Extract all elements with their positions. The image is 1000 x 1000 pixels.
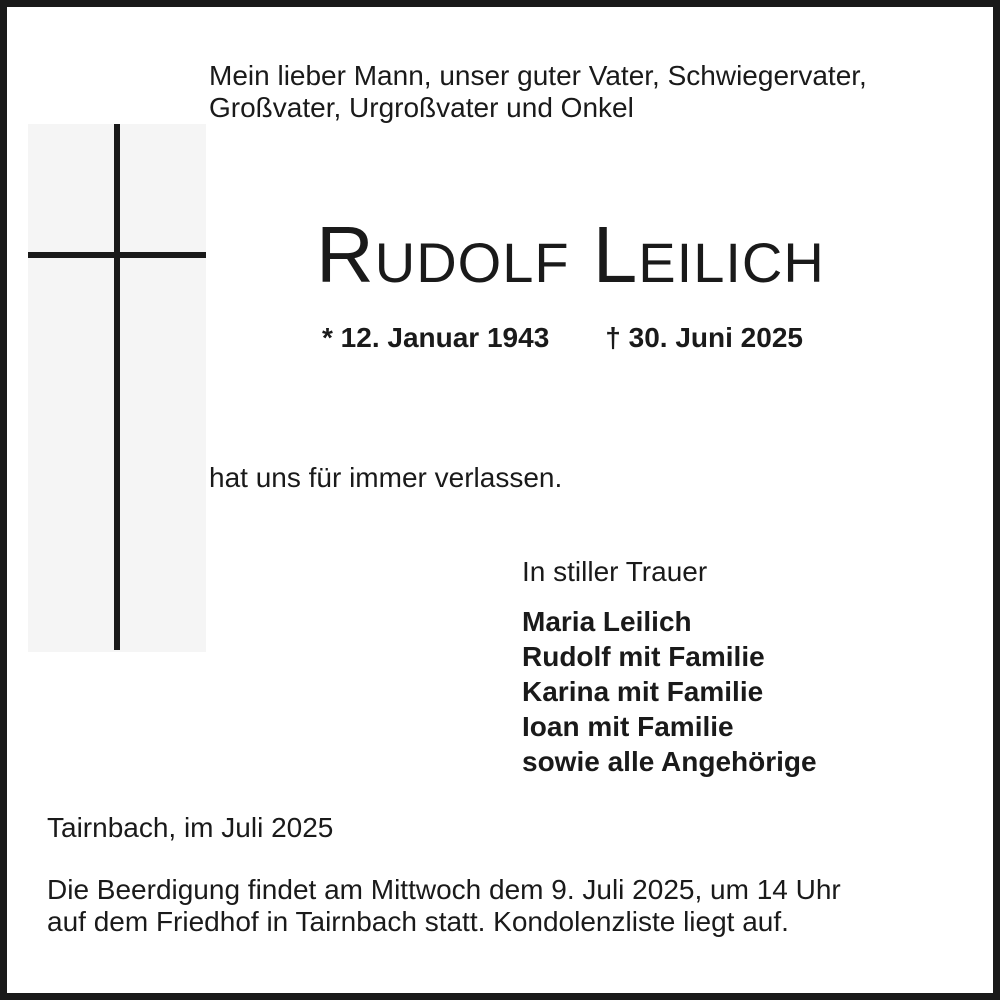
passing-text: hat uns für immer verlassen.	[209, 462, 563, 493]
mourner-name: Ioan mit Familie	[522, 711, 734, 742]
intro-text	[209, 60, 969, 124]
life-dates	[322, 322, 803, 354]
funeral-info	[47, 874, 841, 938]
mourners-list	[522, 604, 817, 779]
cross-vertical-bar	[114, 124, 120, 650]
cross-horizontal-bar	[28, 252, 206, 258]
deceased-name: Rudolf Leilich	[316, 210, 825, 299]
place-date: Tairnbach, im Juli 2025	[47, 812, 334, 843]
cross-icon	[28, 124, 206, 652]
mourner-name: sowie alle Angehörige	[522, 746, 817, 777]
intro-line-1: Mein lieber Mann, unser guter Vater, Schwiegervater,	[209, 60, 867, 91]
mourner-name: Rudolf mit Familie	[522, 641, 765, 672]
funeral-line-1: Die Beerdigung findet am Mittwoch dem 9. Juli 2025, um 14 Uhr	[47, 874, 841, 905]
mourner-name: Maria Leilich	[522, 606, 692, 637]
funeral-line-2: auf dem Friedhof in Tairnbach statt. Kondolenzliste liegt auf.	[47, 906, 789, 937]
mourner-name: Karina mit Familie	[522, 676, 764, 707]
mourning-heading: In stiller Trauer	[522, 556, 708, 587]
birth-date: * 12. Januar 1943	[322, 322, 550, 353]
intro-line-2: Großvater, Urgroßvater und Onkel	[209, 92, 634, 123]
death-date: † 30. Juni 2025	[605, 322, 803, 353]
